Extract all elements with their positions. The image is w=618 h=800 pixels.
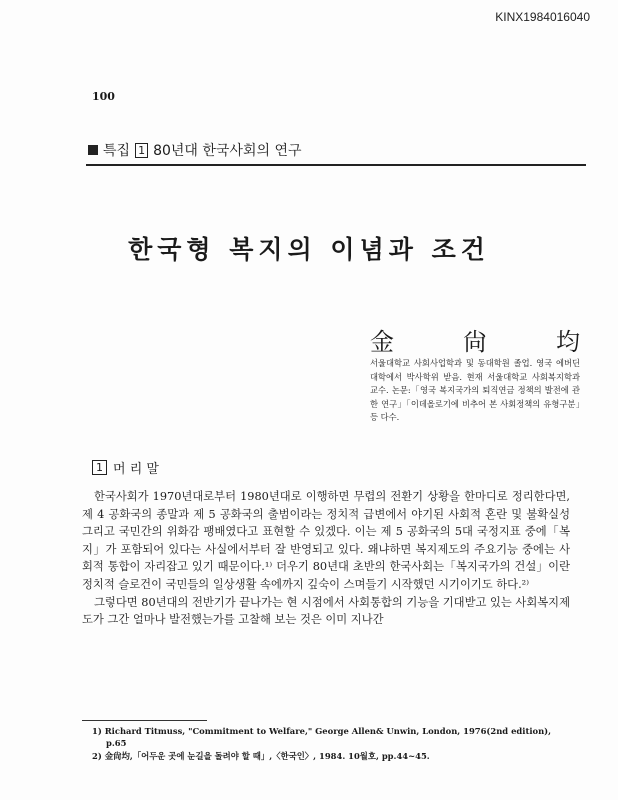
series-header <box>88 140 302 160</box>
footnote: 1) Richard Titmuss, "Commitment to Welfare," George Allen& Unwin, London, 1976(2nd edition), p.65 <box>92 726 552 748</box>
page-number: 100 <box>92 90 115 103</box>
author-bio: 서울대학교 사회사업학과 및 동대학원 졸업. 영국 에버딘대학에서 박사학위 받음. 현재 서울대학교 사회복지학과 교수. 논문:「영국 복지국가의 퇴직연금 정책의 발전에 관한 연구」「이데올로기에 비추어 본 사회정책의 유형구분」등 다수. <box>370 358 580 422</box>
section-title: 머 리 말 <box>113 462 159 477</box>
series-number: 1 <box>135 143 148 158</box>
author-char: 金 <box>370 328 394 356</box>
series-topic: 80년대 한국사회의 연구 <box>153 143 302 159</box>
document-id: KINX1984016040 <box>495 10 590 24</box>
author-char: 均 <box>556 328 580 356</box>
series-label: 특집 <box>103 143 131 159</box>
article-title: 한국형 복지의 이념과 조건 <box>128 235 490 264</box>
section-number: 1 <box>92 460 107 475</box>
footnote-rule <box>82 720 207 721</box>
author-char: 尙 <box>463 328 487 356</box>
paragraph: 한국사회가 1970년대로부터 1980년대로 이행하면 무렵의 전환기 상황을 한마디로 정리한다면, 제 4 공화국의 종말과 제 5 공화국의 출범이라는 정치적 급변에서 야기된 사회적 혼란 및 불확실성 그리고 국민간의 위화감 팽배였다고 표현할 수 있겠다. 이는 제 5 공화국의 5대 국정지표 중에「복지」가 포함되어 있다는 사실에서부터 잘 반영되고 있다. 왜냐하면 복지제도의 주요기능 중에는 사회적 통합이 자리잡고 있기 때문이다.¹⁾ 더우기 80년대 초반의 한국사회는「복지국가의 건설」이란 정치적 슬로건이 국민들의 일상생활 속에까지 깊숙이 스며들기 시작했던 시기이기도 하다.²⁾ <box>82 490 570 591</box>
paragraph: 그렇다면 80년대의 전반기가 끝나가는 현 시점에서 사회통합의 기능을 기대받고 있는 사회복지제도가 그간 얼마나 발전했는가를 고찰해 보는 것은 이미 지나간 <box>82 595 570 627</box>
body-text <box>82 488 570 629</box>
footnotes <box>92 726 570 765</box>
section-heading <box>92 458 159 477</box>
header-rule <box>86 164 586 166</box>
square-bullet-icon <box>88 145 98 155</box>
footnote: 2) 金尙均,「어두운 곳에 눈길을 돌려야 할 때」,〈한국인〉, 1984. 10월호, pp.44~45. <box>92 751 430 761</box>
author-name <box>370 322 580 357</box>
